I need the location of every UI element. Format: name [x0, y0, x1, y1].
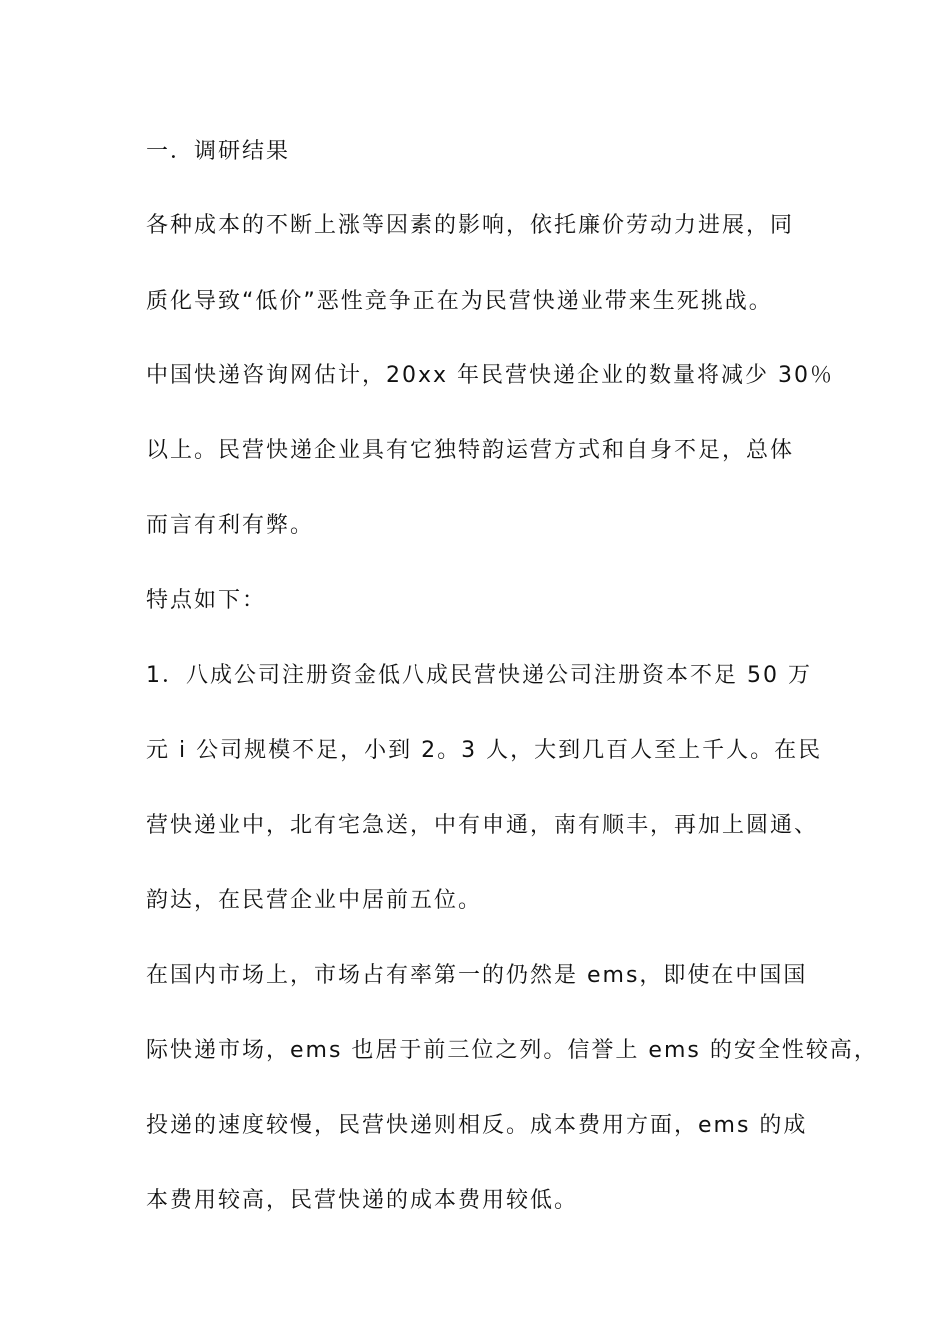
paragraph-line: 1．八成公司注册资金低八成民营快递公司注册资本不足 50 万	[146, 663, 812, 688]
paragraph-line: 中国快递咨询网估计，20xx 年民营快递企业的数量将减少 30％	[146, 363, 835, 388]
paragraph-line: 特点如下：	[146, 588, 267, 613]
paragraph-line: 以上。民营快递企业具有它独特韵运营方式和自身不足，总体	[146, 438, 795, 463]
paragraph-line: 际快递市场，ems 也居于前三位之列。信誉上 ems 的安全性较高，	[146, 1038, 878, 1063]
paragraph-line: 投递的速度较慢，民营快递则相反。成本费用方面，ems 的成	[146, 1113, 808, 1138]
paragraph-line: 韵达，在民营企业中居前五位。	[146, 888, 483, 913]
paragraph-line: 本费用较高，民营快递的成本费用较低。	[146, 1188, 579, 1213]
paragraph-line: 营快递业中，北有宅急送，中有申通，南有顺丰，再加上圆通、	[146, 813, 819, 838]
paragraph-line: 在国内市场上，市场占有率第一的仍然是 ems，即使在中国国	[146, 963, 808, 988]
paragraph-line: 元 i 公司规模不足，小到 2。3 人，大到几百人至上千人。在民	[146, 738, 823, 763]
section-heading: 一．调研结果	[146, 139, 291, 164]
paragraph-line: 各种成本的不断上涨等因素的影响，依托廉价劳动力进展，同	[146, 213, 795, 238]
paragraph-line: 质化导致“低价”恶性竞争正在为民营快递业带来生死挑战。	[146, 289, 773, 314]
paragraph-line: 而言有利有弊。	[146, 513, 315, 538]
